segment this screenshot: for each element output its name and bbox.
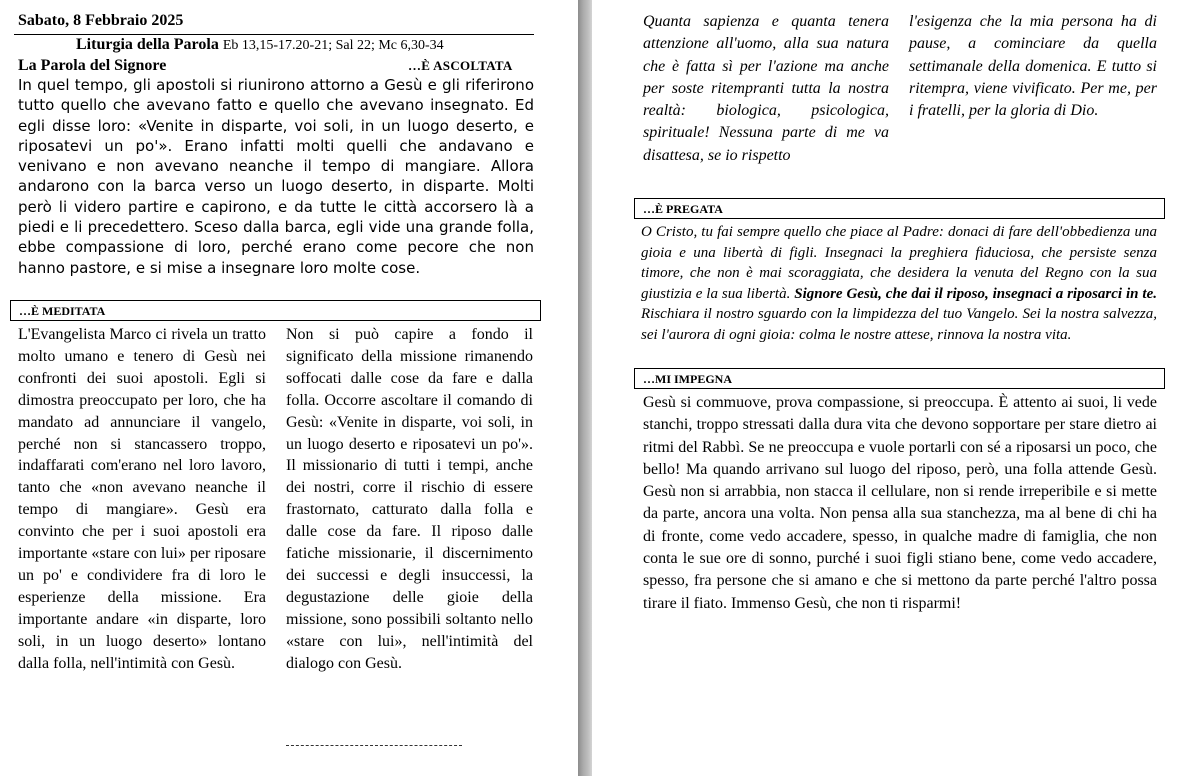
- meditata-column-3: Quanta sapienza e quanta tenera attenzione all'uomo, alla sua natura che è fatta sì per l'azione ma anche per soste ritempranti tutta la nostra realtà: biologica, psicologica, spirituale! Nessuna parte di me va disattesa, se io rispetto: [643, 13, 889, 164]
- pregata-label: …È PREGATA: [643, 202, 723, 216]
- meditata-column-1: L'Evangelista Marco ci rivela un tratto molto umano e tenero di Gesù nei confronti dei suoi apostoli. Egli si dimostra preoccupato per loro, che ha mandato ad annunciare il vangelo, perché non si stancassero troppo, indaffarati com'erano nel loro lavoro, tanto che «non avevano neanche il tempo di mangiare». Gesù era convinto che per i suoi apostoli era importante «stare con lui» per riposare un po' e condividere fra di loro le esperienze della missione. Era importante andare «in disparte, loro soli, in un luogo deserto» lontano dalla folla, nell'intimità con Gesù.: [18, 326, 266, 672]
- liturgy-title: Liturgia della Parola: [76, 36, 219, 53]
- page-gutter: [578, 0, 592, 776]
- page-date: Sabato, 8 Febbraio 2025: [18, 12, 184, 29]
- prayer-text-bold: Signore Gesù, che dai il riposo, insegnaci a riposarci in te.: [794, 285, 1157, 302]
- impegna-text: Gesù si commuove, prova compassione, si preoccupa. È attento ai suoi, li vede stanchi, troppo stressati dalla dura vita che devono sopportare per stare dietro ai ritmi del Rabbì. Se ne preoccupa e vuole portarli con sé a riposarsi un poco, che bello! Ma quando arrivano sul luogo del riposo, però, una folla attende Gesù. Gesù non si arrabbia, non stacca il cellulare, non si rende irreperibile e si mette da parte, ancora una volta. Non pensa alla sua stanchezza, ma al bene di chi ha di fronte, come vedo accadere, spesso, in qualche madre di famiglia, che non conta le sue ore di sonno, purché i suoi figli stiano bene, come vedo accadere, spesso, fra persone che si amano e che si mettono da parte perché l'altro possa tirare il fiato. Immenso Gesù, che non ti risparmi!: [643, 394, 1157, 612]
- left-page: [0, 0, 578, 776]
- listen-label: …È ASCOLTATA: [408, 58, 513, 73]
- column-end-divider: [286, 745, 462, 746]
- meditata-label: …È MEDITATA: [19, 304, 106, 318]
- prayer-text: [641, 222, 1157, 345]
- liturgy-heading: [76, 36, 444, 54]
- word-title: La Parola del Signore: [18, 57, 167, 74]
- prayer-text-end: Rischiara il nostro sguardo con la limpidezza del tuo Vangelo. Sei la nostra salvezza, sei l'aurora di ogni gioia: colma le nostre attese, rinnova la nostra vita.: [641, 306, 1157, 343]
- meditata-column-2: Non si può capire a fondo il significato della missione rimanendo soffocati dalle cose da fare e dalla folla. Occorre ascoltare il comando di Gesù: «Venite in disparte, voi soli, in un luogo deserto e riposatevi un po'». Il missionario di tutti i tempi, anche dei nostri, corre il rischio di essere frastornato, catturato dalla folla e dalle cose da fare. Il riposo dalle fatiche missionarie, il discernimento dei successi e degli insuccessi, la degustazione delle gioie della missione, sono possibili soltanto nello «stare con lui», nell'intimità del dialogo con Gesù.: [286, 326, 533, 672]
- impegna-label: …MI IMPEGNA: [643, 372, 732, 386]
- header-rule: [14, 34, 534, 35]
- gospel-text: In quel tempo, gli apostoli si riunirono attorno a Gesù e gli riferirono tutto quello che avevano fatto e quello che avevano insegnato. Ed egli disse loro: «Venite in disparte, voi soli, in un luogo deserto, e riposatevi un po'». Erano infatti molti quelli che andavano e venivano e non avevano neanche il tempo di mangiare. Allora andarono con la barca verso un luogo deserto, in disparte. Molti però li videro partire e capirono, e da tutte le città accorsero là a piedi e li precedettero. Sceso dalla barca, egli vide una grande folla, ebbe compassione di loro, perché erano come pecore che non hanno pastore, e si mise a insegnare loro molte cose.: [18, 76, 534, 277]
- meditata-column-4: l'esigenza che la mia persona ha di pause, a cominciare da quella settimanale della domenica. E tutto si ritempra, viene vivificato. Per me, per i fratelli, per la gloria di Dio.: [909, 13, 1157, 120]
- meditata-section-header: [10, 300, 541, 321]
- prayer-text-start: O Cristo, tu fai sempre quello che piace al Padre: donaci di fare dell'obbedienza una gioia e una libertà di figli. Insegnaci la preghiera fiduciosa, che persiste senza timore, che non è mai scoraggiata, che desidera la venuta del Regno con la sua giustizia e la sua libertà.: [641, 224, 1157, 302]
- impegna-section-header: [634, 368, 1165, 389]
- pregata-section-header: [634, 198, 1165, 219]
- liturgy-references: Eb 13,15-17.20-21; Sal 22; Mc 6,30-34: [222, 38, 444, 53]
